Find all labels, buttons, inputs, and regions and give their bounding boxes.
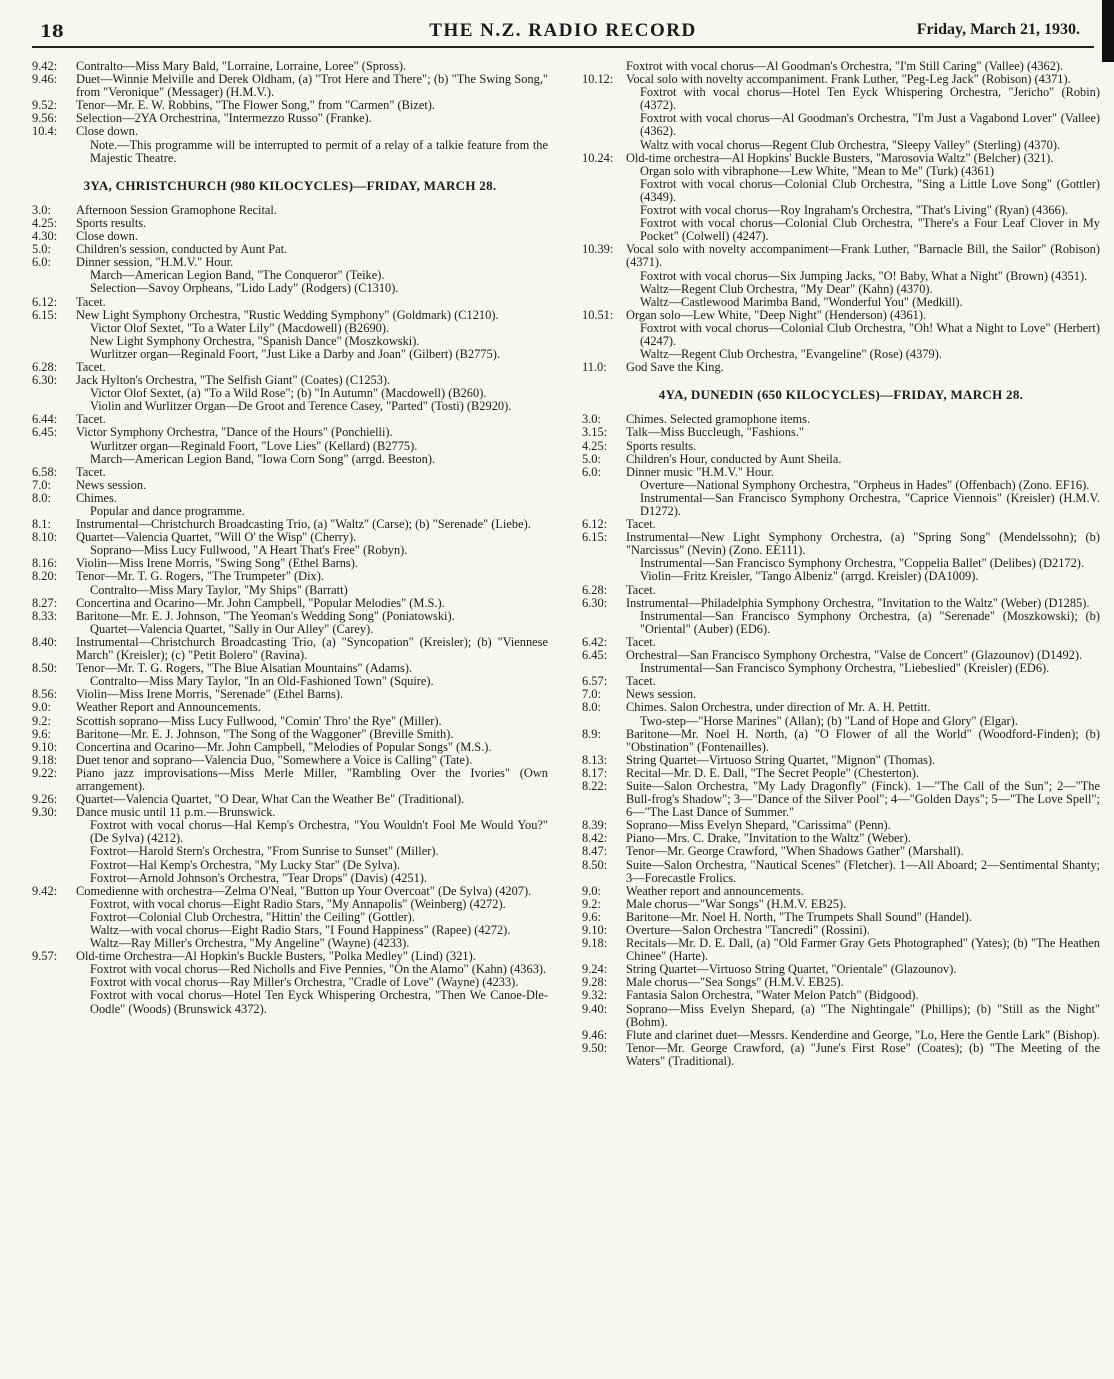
programme-entry — [582, 780, 1100, 819]
entry-time: 9.24 : — [582, 963, 622, 976]
entry-line: Violin and Wurlitzer Organ—De Groot and Terence Casey, "Parted" (Tosti) (B2920). — [90, 399, 512, 414]
entry-time: 6.57 : — [582, 675, 622, 688]
section-title-3ya: 3YA, CHRISTCHURCH (980 KILOCYCLES)—FRIDAY, MARCH 28. — [83, 177, 497, 193]
entry-time: 8.20 : — [32, 570, 72, 583]
entry-time: 10.24 : — [582, 152, 622, 165]
entry-line: Suite—Salon Orchestra, "Nautical Scenes" (Fletcher). 1—All Aboard; 2—Sentimental Shanty; 3—Forecastle Frolics. — [626, 857, 1100, 885]
programme-entry — [582, 466, 1100, 518]
entry-time: 10.4 : — [32, 125, 72, 138]
entry-line: Tacet. — [626, 674, 656, 689]
programme-entry — [582, 859, 1100, 885]
entry-time: 9.6 : — [582, 911, 622, 924]
entry-time: 9.42 : — [32, 60, 72, 73]
entry-line: Victor Symphony Orchestra, "Dance of the Hours" (Ponchielli). — [76, 425, 393, 440]
entry-line: Flute and clarinet duet—Messrs. Kenderdine and George, "Lo, Here the Gentle Lark" (Bishop). — [626, 1027, 1100, 1042]
programme-entry — [32, 374, 548, 413]
page-header — [32, 16, 1094, 48]
programme-entry — [32, 950, 548, 1015]
entry-line: Children's session, conducted by Aunt Pat. — [76, 242, 288, 257]
entry-line: Weather report and announcements. — [626, 883, 804, 898]
entry-line: Instrumental—San Francisco Symphony Orchestra, "Coppelia Ballet" (Delibes) (D2172). — [640, 556, 1085, 571]
entry-time: 4.25 : — [32, 217, 72, 230]
entry-line: Children's Hour, conducted by Aunt Sheila. — [626, 451, 842, 466]
entry-time: 8.17 : — [582, 767, 622, 780]
entry-line: Overture—National Symphony Orchestra, "Orpheus in Hades" (Offenbach) (Zono. EF16). — [640, 477, 1090, 492]
entry-time: 9.46 : — [32, 73, 72, 86]
entry-time: 8.50 : — [32, 662, 72, 675]
entry-line: Foxtrot—Harold Stern's Orchestra, "From Sunrise to Sunset" (Miller). — [90, 844, 439, 859]
entry-line: News session. — [76, 477, 147, 492]
section-title-4ya: 4YA, DUNEDIN (650 KILOCYCLES)—FRIDAY, MARCH 28. — [658, 387, 1024, 403]
entry-line: Tacet. — [76, 294, 106, 309]
entry-time: 6.28 : — [582, 584, 622, 597]
programme-entry — [32, 636, 548, 662]
entry-time: 9.0 : — [32, 701, 72, 714]
programme-entry — [582, 1042, 1100, 1068]
entry-line: Foxtrot—Colonial Club Orchestra, "Hittin' the Ceiling" (Gottler). — [90, 909, 415, 924]
entry-line: Waltz with vocal chorus—Regent Club Orchestra, "Sleepy Valley" (Sterling) (4370). — [640, 137, 1061, 152]
entry-line: Waltz—with vocal chorus—Eight Radio Stars, "I Found Happiness" (Rapee) (4272). — [90, 923, 511, 937]
programme-entry — [582, 361, 1100, 374]
entry-line: Tacet. — [76, 464, 106, 479]
entry-line: Foxtrot with vocal chorus—Roy Ingraham's Orchestra, "That's Living" (Ryan) (4366). — [640, 203, 1069, 218]
entry-line: Suite—Salon Orchestra, "My Lady Dragonfly" (Finck). 1—"The Call of the Sun"; 2—"The Bull-frog's Shadow"; 3—"Dance of the Silver Pool"; 4—"Golden Days"; 5—"The Love Spell"; 6—"The Last Dance of Summer." — [626, 778, 1100, 820]
programme-entry — [582, 898, 1100, 911]
entry-line: Dinner session, "H.M.V." Hour. — [76, 255, 234, 270]
entry-line: Vocal solo with novelty accompaniment—Frank Luther, "Barnacle Bill, the Sailor" (Robison) (4371). — [626, 242, 1100, 270]
programme-entry — [582, 754, 1100, 767]
entry-time: 8.22 : — [582, 780, 622, 793]
entry-time: 6.42 : — [582, 636, 622, 649]
entry-line: Tenor—Mr. E. W. Robbins, "The Flower Song," from "Carmen" (Bizet). — [76, 98, 436, 113]
entry-time: 6.0 : — [32, 256, 72, 269]
entry-line: Violin—Miss Irene Morris, "Serenade" (Ethel Barns). — [76, 687, 344, 702]
programme-4ya-dunedin — [582, 413, 1100, 1068]
entry-line: Afternoon Session Gramophone Recital. — [76, 202, 277, 217]
entry-line: Violin—Miss Irene Morris, "Swing Song" (Ethel Barns). — [76, 556, 358, 571]
entry-line: Concertina and Ocarino—Mr. John Campbell, "Melodies of Popular Songs" (M.S.). — [76, 739, 492, 754]
entry-line: Quartet—Valencia Quartet, "Sally in Our Alley" (Carey). — [90, 621, 374, 636]
programme-entry — [32, 570, 548, 596]
entry-line: Male chorus—"Sea Songs" (H.M.V. EB25). — [626, 975, 844, 990]
entry-line: Waltz—Ray Miller's Orchestra, "My Angeline" (Wayne) (4233). — [90, 936, 410, 951]
programme-entry — [582, 426, 1100, 439]
entry-time: 8.39 : — [582, 819, 622, 832]
entry-line: Tenor—Mr. T. G. Rogers, "The Blue Alsatian Mountains" (Adams). — [76, 661, 413, 676]
entry-line: Tenor—Mr. George Crawford, "When Shadows Gather" (Marshall). — [626, 844, 964, 859]
entry-time: 6.12 : — [582, 518, 622, 531]
entry-line: Wurlitzer organ—Reginald Foort, "Love Lies" (Kellard) (B2775). — [90, 438, 418, 453]
entry-line: Soprano—Miss Evelyn Shepard, (a) "The Nightingale" (Phillips); (b) "Still as the Night" (Bohm). — [626, 1001, 1100, 1029]
programme-entry — [32, 309, 548, 361]
entry-line: Fantasia Salon Orchestra, "Water Melon Patch" (Bidgood). — [626, 988, 919, 1003]
right-column — [582, 60, 1100, 1068]
entry-line: Overture—Salon Orchestra "Tancredi" (Rossini). — [626, 923, 870, 937]
entry-line: Jack Hylton's Orchestra, "The Selfish Giant" (Coates) (C1253). — [76, 373, 391, 388]
entry-line: Waltz—Regent Club Orchestra, "Evangeline" (Rose) (4379). — [640, 347, 942, 362]
entry-line: Weather Report and Announcements. — [76, 700, 261, 715]
programme-entry — [32, 204, 548, 217]
entry-time: 8.40 : — [32, 636, 72, 649]
entry-time: 8.9 : — [582, 728, 622, 741]
entry-time: 9.32 : — [582, 989, 622, 1002]
programme-entry — [32, 701, 548, 714]
entry-line: Piano—Mrs. C. Drake, "Invitation to the Waltz" (Weber). — [626, 831, 911, 846]
entry-line: March—American Legion Band, "Iowa Corn Song" (arrgd. Beeston). — [90, 451, 436, 466]
entry-line: Quartet—Valencia Quartet, "Will O' the Wisp" (Cherry). — [76, 530, 357, 545]
entry-line: Scottish soprano—Miss Lucy Fullwood, "Comin' Thro' the Rye" (Miller). — [76, 713, 442, 728]
programme-entry — [32, 296, 548, 309]
entry-line: News session. — [626, 687, 697, 702]
entry-time: 3.0 : — [582, 413, 622, 426]
entry-line: Baritone—Mr. Noel H. North, "The Trumpets Shall Sound" (Handel). — [626, 909, 973, 924]
entry-line: Foxtrot—Hal Kemp's Orchestra, "My Lucky Star" (De Sylva). — [90, 857, 401, 872]
entry-time: 9.10 : — [32, 741, 72, 754]
entry-time: 9.46 : — [582, 1029, 622, 1042]
entry-line: Concertina and Ocarino—Mr. John Campbell, "Popular Melodies" (M.S.). — [76, 595, 445, 610]
entry-time: 9.10 : — [582, 924, 622, 937]
programme-entry — [582, 885, 1100, 898]
entry-line: Victor Olof Sextet, "To a Water Lily" (Macdowell) (B2690). — [90, 320, 390, 335]
entry-line: Orchestral—San Francisco Symphony Orchestra, "Valse de Concert" (Glazounov) (D1492). — [626, 648, 1083, 663]
entry-line: Waltz—Regent Club Orchestra, "My Dear" (Kahn) (4370). — [640, 281, 933, 296]
programme-entry — [32, 610, 548, 636]
programme-entry — [582, 649, 1100, 675]
entry-line: Dance music until 11 p.m.—Brunswick. — [76, 805, 276, 820]
programme-3ya-christchurch — [32, 204, 548, 1016]
publication-title: THE N.Z. RADIO RECORD — [429, 20, 697, 41]
programme-entry — [582, 152, 1100, 244]
programme-entry — [582, 584, 1100, 597]
entry-time: 7.0 : — [32, 479, 72, 492]
entry-line: Tacet. — [626, 582, 656, 597]
entry-line: Old-time Orchestra—Al Hopkin's Buckle Busters, "Polka Medley" (Lind) (321). — [76, 949, 476, 964]
programme-entry — [32, 767, 548, 793]
programme-entry — [32, 715, 548, 728]
entry-time: 6.58 : — [32, 466, 72, 479]
entry-line: Recitals—Mr. D. E. Dall, (a) "Old Farmer Gray Gets Photographed" (Yates); (b) "The Heathen Chinee" (Harte). — [626, 936, 1100, 964]
entry-line: Tenor—Mr. George Crawford, (a) "June's First Rose" (Coates); (b) "The Meeting of the Waters" (Traditional). — [626, 1040, 1100, 1068]
programme-entry — [32, 73, 548, 99]
entry-line: String Quartet—Virtuoso String Quartet, "Orientale" (Glazounov). — [626, 962, 957, 977]
entry-line: Contralto—Miss Mary Bald, "Lorraine, Lorraine, Loree" (Spross). — [76, 59, 407, 73]
left-column — [32, 60, 548, 1016]
entry-time: 9.18 : — [582, 937, 622, 950]
entry-line: Contralto—Miss Mary Taylor, "My Ships" (Barratt) — [90, 582, 348, 597]
entry-line: Duet—Winnie Melville and Derek Oldham, (a) "Trot Here and There"; (b) "The Swing Song," from "Veronique" (Messager) (H.M.V.). — [76, 72, 548, 100]
programme-entry — [582, 73, 1100, 152]
entry-time: 8.42 : — [582, 832, 622, 845]
entry-line: Dinner music "H.M.V." Hour. — [626, 464, 774, 479]
entry-time: 6.15 : — [582, 531, 622, 544]
entry-time: 10.39 : — [582, 243, 622, 256]
entry-line: Tacet. — [76, 412, 106, 427]
entry-time: 4.30 : — [32, 230, 72, 243]
entry-time: 10.51 : — [582, 309, 622, 322]
entry-line: Foxtrot with vocal chorus—Colonial Club Orchestra, "Sing a Little Love Song" (Gottler) (4349). — [640, 176, 1100, 204]
programme-entry — [582, 531, 1100, 583]
entry-line: Soprano—Miss Lucy Fullwood, "A Heart That's Free" (Robyn). — [90, 543, 408, 558]
entry-line: Violin—Fritz Kreisler, "Tango Albeniz" (arrgd. Kreisler) (DA1009). — [640, 569, 979, 584]
entry-time: 9.2 : — [582, 898, 622, 911]
entry-time: 8.27 : — [32, 597, 72, 610]
entry-line: Instrumental—Christchurch Broadcasting Trio, (a) "Waltz" (Carse); (b) "Serenade" (Liebe). — [76, 517, 531, 532]
entry-time: 8.0 : — [32, 492, 72, 505]
entry-line: Tacet. — [626, 634, 656, 649]
programme-entry — [32, 426, 548, 465]
entry-line: Close down. — [76, 124, 138, 139]
programme-entry — [582, 1003, 1100, 1029]
entry-line: Talk—Miss Buccleugh, "Fashions." — [626, 425, 804, 440]
entry-time: 8.16 : — [32, 557, 72, 570]
entry-time: 9.6 : — [32, 728, 72, 741]
entry-line: Sports results. — [76, 215, 147, 230]
entry-time: 6.15 : — [32, 309, 72, 322]
entry-line: New Light Symphony Orchestra, "Rustic Wedding Symphony" (Goldmark) (C1210). — [76, 307, 499, 322]
entry-time: 6.0 : — [582, 466, 622, 479]
programme-entry — [32, 885, 548, 950]
entry-time: 9.26 : — [32, 793, 72, 806]
entry-line: Selection—2YA Orchestrina, "Intermezzo Russo" (Franke). — [76, 111, 372, 126]
entry-line: Instrumental—Christchurch Broadcasting Trio, (a) "Syncopation" (Kreisler); (b) "Viennese March" (Kreisler); (c) "Petit Bolero" (Ravina). — [76, 634, 548, 663]
entry-line: Instrumental—Philadelphia Symphony Orchestra, "Invitation to the Waltz" (Weber) (D1285). — [626, 595, 1090, 610]
entry-time: 3.15 : — [582, 426, 622, 439]
entry-time: 11.0 : — [582, 361, 622, 374]
entry-line: Male chorus—"War Songs" (H.M.V. EB25). — [626, 896, 847, 911]
entry-line: Foxtrot, with vocal chorus—Eight Radio Stars, "My Annapolis" (Weinberg) (4272). — [90, 896, 506, 911]
entry-line: Old-time orchestra—Al Hopkins' Buckle Busters, "Marosovia Waltz" (Belcher) (321). — [626, 150, 1054, 165]
entry-line: Baritone—Mr. Noel H. North, (a) "O Flower of all the World" (Woodford-Finden); (b) "Obstination" (Fontenailles). — [626, 726, 1100, 754]
entry-time: 9.22 : — [32, 767, 72, 780]
entry-time: 6.30 : — [582, 597, 622, 610]
entry-time: 8.50 : — [582, 859, 622, 872]
entry-time: 10.12 : — [582, 73, 622, 86]
entry-time: 9.40 : — [582, 1003, 622, 1016]
programme-entry — [582, 1029, 1100, 1042]
entry-line: God Save the King. — [626, 360, 724, 375]
entry-time: 8.1 : — [32, 518, 72, 531]
entry-line: March—American Legion Band, "The Conqueror" (Teike). — [90, 268, 385, 283]
entry-line: Contralto—Miss Mary Taylor, "In an Old-Fashioned Town" (Squire). — [90, 674, 434, 689]
entry-line: Two-step—"Horse Marines" (Allan); (b) "Land of Hope and Glory" (Elgar). — [640, 713, 1018, 728]
entry-time: 4.25 : — [582, 440, 622, 453]
programme-entry — [582, 845, 1100, 858]
programme-entry — [582, 309, 1100, 361]
programme-entry — [32, 492, 548, 518]
entry-line: Organ solo with vibraphone—Lew White, "Mean to Me" (Turk) (4361) — [640, 163, 995, 178]
entry-line: Waltz—Castlewood Marimba Band, "Wonderful You" (Medkill). — [640, 294, 963, 309]
entry-time: 9.28 : — [582, 976, 622, 989]
entry-line: Instrumental—San Francisco Symphony Orchestra, "Liebeslied" (Kreisler) (ED6). — [640, 661, 1050, 676]
entry-line: Instrumental—San Francisco Symphony Orchestra, (a) "Serenade" (Moszkowski); (b) "Oriental" (Auber) (ED6). — [640, 608, 1100, 636]
entry-line: Foxtrot—Arnold Johnson's Orchestra, "Tear Drops" (Davis) (4251). — [90, 870, 428, 885]
programme-entry — [582, 440, 1100, 453]
entry-line: Quartet—Valencia Quartet, "O Dear, What Can the Weather Be" (Traditional). — [76, 792, 465, 807]
entry-line: Piano jazz improvisations—Miss Merle Miller, "Rambling Over the Ivories" (Own arrangement). — [76, 765, 548, 793]
entry-time: 6.30 : — [32, 374, 72, 387]
entry-time: 8.56 : — [32, 688, 72, 701]
entry-line: Foxtrot with vocal chorus—Hotel Ten Eyck Whispering Orchestra, "Then We Canoe-Dle-Oodle" (Woods) (Brunswick 4372). — [90, 988, 548, 1016]
programme-entry — [32, 479, 548, 492]
entry-line: Close down. — [76, 229, 138, 244]
entry-line: Tenor—Mr. T. G. Rogers, "The Trumpeter" (Dix). — [76, 569, 324, 584]
programme-entry — [32, 531, 548, 557]
programme-entry — [32, 806, 548, 885]
entry-line: Victor Olof Sextet, (a) "To a Wild Rose"; (b) "In Autumn" (Macdowell) (B260). — [90, 386, 487, 401]
programme-entry — [582, 597, 1100, 636]
entry-time: 9.18 : — [32, 754, 72, 767]
entry-time: 9.0 : — [582, 885, 622, 898]
entry-time: 9.57 : — [32, 950, 72, 963]
entry-line: Foxtrot with vocal chorus—Six Jumping Jacks, "O! Baby, What a Night" (Brown) (4351). — [640, 268, 1088, 283]
entry-line: Foxtrot with vocal chorus—Hotel Ten Eyck Whispering Orchestra, "Jericho" (Robin) (4372). — [640, 85, 1100, 113]
entry-time: 5.0 : — [32, 243, 72, 256]
programme-entry — [32, 741, 548, 754]
entry-time: 8.47 : — [582, 845, 622, 858]
programme-entry — [582, 701, 1100, 727]
entry-line: Foxtrot with vocal chorus—Hal Kemp's Orchestra, "You Wouldn't Fool Me Would You?" (De Sylva) (4212). — [90, 818, 548, 846]
entry-line: Chimes. Salon Orchestra, under direction of Mr. A. H. Pettitt. — [626, 700, 931, 715]
entry-line: Soprano—Miss Evelyn Shepard, "Carissima" (Penn). — [626, 818, 891, 833]
entry-time: 6.28 : — [32, 361, 72, 374]
programme-entry — [32, 125, 548, 164]
programme-entry — [32, 256, 548, 295]
programme-entry — [582, 243, 1100, 308]
entry-line: Baritone—Mr. E. J. Johnson, "The Yeoman's Wedding Song" (Poniatowski). — [76, 608, 455, 623]
entry-time: 8.10 : — [32, 531, 72, 544]
entry-line: Tacet. — [626, 517, 656, 532]
entry-line: Foxtrot with vocal chorus—Al Goodman's Orchestra, "I'm Just a Vagabond Lover" (Vallee) (4362). — [640, 111, 1100, 139]
programme-entry — [32, 466, 548, 479]
entry-time: 8.13 : — [582, 754, 622, 767]
entry-line: Popular and dance programme. — [90, 504, 245, 518]
entry-line: Sports results. — [626, 438, 697, 453]
entry-line: Chimes. — [76, 490, 117, 505]
entry-time: 6.45 : — [582, 649, 622, 662]
entry-line: Chimes. Selected gramophone items. — [626, 412, 811, 427]
programme-entry — [32, 597, 548, 610]
entry-time: 9.42 : — [32, 885, 72, 898]
entry-line: Foxtrot with vocal chorus—Colonial Club Orchestra, "Oh! What a Night to Love" (Herbert) (4247). — [640, 320, 1100, 348]
entry-time: 9.52 : — [32, 99, 72, 112]
entry-time: 7.0 : — [582, 688, 622, 701]
entry-line: Foxtrot with vocal chorus—Colonial Club Orchestra, "There's a Four Leaf Clover in My Pocket" (Colwell) (4247). — [640, 216, 1100, 244]
programme-entry — [582, 937, 1100, 963]
entry-line: Foxtrot with vocal chorus—Red Nicholls and Five Pennies, "On the Alamo" (Kahn) (4363). — [90, 962, 547, 977]
entry-line: String Quartet—Virtuoso String Quartet, "Mignon" (Thomas). — [626, 752, 936, 767]
programme-3ya-continuation — [582, 60, 1100, 374]
scan-edge-mark — [1102, 0, 1114, 62]
entry-line: Foxtrot with vocal chorus—Ray Miller's Orchestra, "Cradle of Love" (Wayne) (4233). — [90, 975, 519, 990]
entry-time: 9.56 : — [32, 112, 72, 125]
entry-line: Instrumental—San Francisco Symphony Orchestra, "Caprice Viennois" (Kreisler) (H.M.V. D1272). — [640, 490, 1100, 518]
entry-line: Recital—Mr. D. E. Dall, "The Secret People" (Chesterton). — [626, 765, 919, 780]
programme-entry — [32, 728, 548, 741]
entry-line: Instrumental—New Light Symphony Orchestra, (a) "Spring Song" (Mendelssohn); (b) "Narcissus" (Nevin) (Zono. EE111). — [626, 530, 1100, 558]
entry-time: 9.2 : — [32, 715, 72, 728]
entry-time: 8.0 : — [582, 701, 622, 714]
entry-line: Vocal solo with novelty accompaniment. Frank Luther, "Peg-Leg Jack" (Robison) (4371). — [626, 72, 1071, 87]
programme-entry — [582, 728, 1100, 754]
entry-line: Foxtrot with vocal chorus—Al Goodman's Orchestra, "I'm Still Caring" (Vallee) (4362). — [626, 59, 1064, 73]
entry-time: 9.30 : — [32, 806, 72, 819]
entry-line: Baritone—Mr. E. J. Johnson, "The Song of the Waggoner" (Breville Smith). — [76, 726, 454, 741]
entry-time: 3.0 : — [32, 204, 72, 217]
programme-entry — [32, 662, 548, 688]
programme-entry — [582, 767, 1100, 780]
entry-line: Tacet. — [76, 359, 106, 374]
entry-line: Selection—Savoy Orpheans, "Lido Lady" (Rodgers) (C1310). — [90, 281, 399, 296]
entry-line: Note.—This programme will be interrupted to permit of a relay of a talkie feature from the Majestic Theatre. — [90, 137, 548, 165]
entry-line: Duet tenor and soprano—Valencia Duo, "Somewhere a Voice is Calling" (Tate). — [76, 752, 473, 767]
programme-2ya-continuation — [32, 60, 548, 165]
page-number: 18 — [40, 22, 64, 42]
entry-time: 6.44 : — [32, 413, 72, 426]
entry-line: Organ solo—Lew White, "Deep Night" (Henderson) (4361). — [626, 307, 927, 322]
programme-entry — [582, 989, 1100, 1002]
entry-time: 5.0 : — [582, 453, 622, 466]
entry-line: New Light Symphony Orchestra, "Spanish Dance" (Moszkowski). — [90, 333, 420, 348]
entry-time: 8.33 : — [32, 610, 72, 623]
entry-line: Wurlitzer organ—Reginald Foort, "Just Like a Darby and Joan" (Gilbert) (B2775). — [90, 346, 500, 361]
entry-time: 6.45 : — [32, 426, 72, 439]
issue-date: Friday, March 21, 1930. — [916, 21, 1080, 38]
entry-time: 9.50 : — [582, 1042, 622, 1055]
entry-line: Comedienne with orchestra—Zelma O'Neal, "Button up Your Overcoat" (De Sylva) (4207). — [76, 883, 532, 898]
programme-entry — [32, 754, 548, 767]
entry-time: 6.12 : — [32, 296, 72, 309]
programme-entry — [582, 453, 1100, 466]
